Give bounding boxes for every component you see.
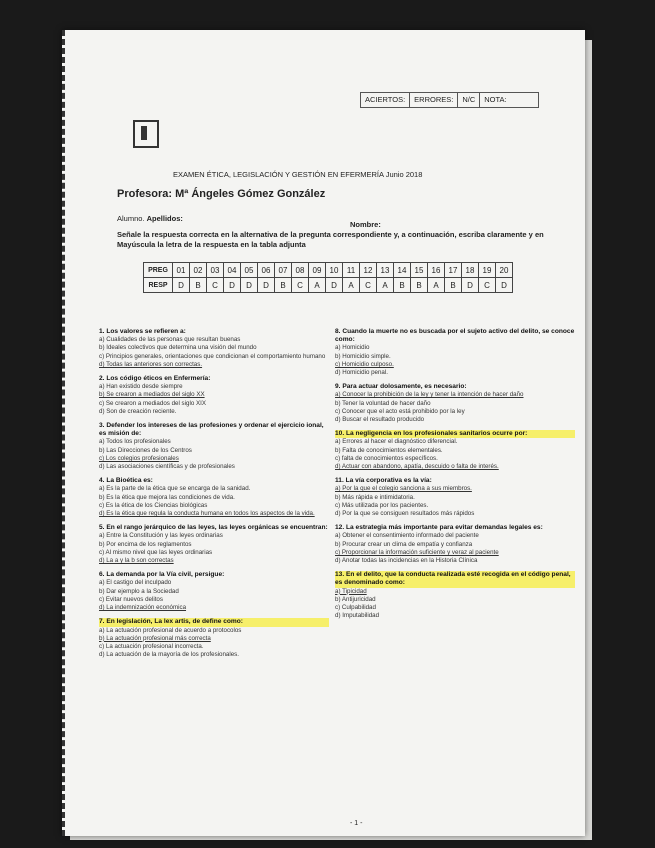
answer-option: c) Proporcionar la información suficiente y veraz al paciente [335,548,499,556]
question [335,571,575,620]
score-box [360,92,539,108]
answer-option: a) Es la parte de la ética que se encarga de la sanidad. [99,485,251,493]
preg-header: PREG [144,263,173,278]
resp-cell: C [479,278,496,293]
preg-cell: 11 [343,263,360,278]
answer-option: b) Procurar crear un clima de empatía y confianza [335,540,473,548]
answer-option: b) Más rápida e intimidatoria. [335,493,415,501]
answer-option: d) Buscar el resultado producido [335,416,425,424]
question-text: 13. En el delito, que la conducta realizada esté recogida en el código penal, es denominado como: [335,571,575,587]
question [335,430,575,471]
answer-option: a) Han existido desde siempre [99,383,183,391]
resp-cell: A [428,278,445,293]
preg-cell: 03 [207,263,224,278]
question-text: 9. Para actuar dolosamente, es necesario: [335,383,467,391]
answer-option: c) Principios generales, orientaciones que condicionan el comportamiento humano [99,352,326,360]
preg-cell: 09 [309,263,326,278]
student-label [117,214,183,223]
preg-cell: 04 [224,263,241,278]
resp-cell: D [258,278,275,293]
aciertos-cell: ACIERTOS: [361,93,410,107]
resp-header: RESP [144,278,173,293]
answer-option: c) Culpabilidad [335,604,376,612]
answer-option: c) Se crearon a mediados del siglo XIX [99,399,206,407]
resp-cell: D [496,278,513,293]
question-text: 12. La estrategia más importante para evitar demandas legales es: [335,524,543,532]
resp-cell: C [207,278,224,293]
resp-cell: A [377,278,394,293]
alumno-label: Alumno. [117,214,147,223]
answer-option: d) Las asociaciones científicas y de profesionales [99,463,235,471]
resp-cell: D [241,278,258,293]
resp-cell: D [326,278,343,293]
exam-title: EXAMEN ÉTICA, LEGISLACIÓN Y GESTIÓN EN EFERMERÍA Junio 2018 [173,170,423,179]
nombre-label: Nombre: [350,220,381,229]
exam-page [62,30,585,836]
resp-cell: B [411,278,428,293]
answer-option: b) Las Direcciones de los Centros [99,446,192,454]
preg-cell: 20 [496,263,513,278]
answer-option: c) Los colegios profesionales [99,454,179,462]
answer-option: a) Entre la Constitución y las leyes ordinarias [99,532,223,540]
question-text: 3. Defender los intereses de las profesiones y ordenar el ejercicio ional, es misión de: [99,422,324,438]
answer-option: b) Es la ética que mejora las condiciones de vida. [99,493,235,501]
preg-cell: 15 [411,263,428,278]
question-text: 6. La demanda por la Vía civil, persigue: [99,571,225,579]
preg-cell: 08 [292,263,309,278]
question-text: 1. Los valores se refieren a: [99,328,186,335]
resp-cell: C [360,278,377,293]
answer-option: d) Homicidio penal. [335,369,388,377]
instructions: Señale la respuesta correcta en la alternativa de la pregunta correspondiente y, a continuación, escriba claramente y en Mayúscula la letra de la respuesta en la tabla adjunta [117,230,544,249]
answer-option: d) La a y la b son correctas [99,557,174,565]
right-column [335,322,575,621]
question [99,375,329,416]
resp-cell: A [343,278,360,293]
left-column [99,322,329,659]
preg-cell: 02 [190,263,207,278]
answer-option: d) Anotar todas las incidencias en la Historia Clínica [335,557,478,565]
answer-option: b) Homicidio simple. [335,352,391,360]
question-text: 7. En legislación, La lex artis, de define como: [99,618,329,626]
answer-option: a) El castigo del inculpado [99,579,172,587]
answer-option: b) Antijuricidad [335,595,376,603]
answer-option: a) Conocer la prohibición de la ley y tener la intención de hacer daño [335,391,524,399]
answer-option: d) La actuación de la mayoría de los profesionales. [99,651,239,659]
answer-option: d) Actuar con abandono, apatía, descuido o falta de interés. [335,463,499,471]
answer-option: a) Homicidio [335,344,370,352]
preg-cell: 16 [428,263,445,278]
answer-option: d) Por la que se consiguen resultados más rápidos [335,510,475,518]
answer-option: d) Todas las anteriores son correctas. [99,360,203,368]
answer-option: a) Tipicidad [335,587,367,595]
question-text: 2. Los código éticos en Enfermería: [99,375,211,383]
resp-cell: D [462,278,479,293]
answer-option: d) Son de creación reciente. [99,407,177,415]
answer-option: b) Ideales colectivos que determina una visión del mundo [99,344,257,352]
preg-cell: 13 [377,263,394,278]
answer-option: a) Por la que el colegio sanciona a sus miembros. [335,485,472,493]
resp-cell: B [445,278,462,293]
answer-option: c) Evitar nuevos delitos [99,595,163,603]
question [99,477,329,518]
question [99,328,329,369]
answer-option: a) Todos los profesionales [99,438,171,446]
answer-option: a) Errores al hacer el diagnóstico diferencial. [335,438,458,446]
answer-option: d) La indemnización económica [99,604,187,612]
errores-cell: ERRORES: [410,93,458,107]
preg-cell: 12 [360,263,377,278]
professor-name: Profesora: Mª Ángeles Gómez González [117,188,326,200]
question-text: 4. La Bioética es: [99,477,153,485]
answer-option: a) Obtener el consentimiento informado del paciente [335,532,479,540]
preg-cell: 17 [445,263,462,278]
preg-cell: 19 [479,263,496,278]
answer-option: a) La actuación profesional de acuerdo a protocolos [99,626,242,634]
question [335,524,575,565]
answer-option: b) Falta de conocimientos elementales. [335,446,443,454]
resp-row [144,278,513,293]
preg-cell: 07 [275,263,292,278]
answer-option: c) Al mismo nivel que las leyes ordinarias [99,548,213,556]
preg-cell: 10 [326,263,343,278]
resp-cell: B [394,278,411,293]
university-logo [133,120,159,148]
question [335,328,575,377]
answer-option: d) Es la ética que regula la conducta humana en todos los aspectos de la vida. [99,510,315,518]
answer-option: b) Se crearon a mediados del siglo XX [99,391,205,399]
resp-cell: D [224,278,241,293]
answer-option: b) La actuación profesional más correcta [99,634,211,642]
answer-option: b) Dar ejemplo a la Sociedad [99,587,179,595]
answer-option: c) falta de conocimientos específicos. [335,454,438,462]
question [335,477,575,518]
answer-option: c) La actuación profesional incorrecta. [99,642,204,650]
question [99,571,329,612]
question [99,618,329,659]
preg-row [144,263,513,278]
nc-cell: N/C [458,93,480,107]
preg-cell: 18 [462,263,479,278]
apellidos-label: Apellidos: [146,214,183,223]
answer-option: d) Imputabilidad [335,612,380,620]
question-text: 8. Cuando la muerte no es buscada por el sujeto activo del delito, se conoce como: [335,328,575,344]
answer-option: a) Cualidades de las personas que resultan buenas [99,336,241,344]
question [99,422,329,471]
resp-cell: C [292,278,309,293]
page-number: - 1 - [350,820,363,827]
question-text: 10. La negligencia en los profesionales sanitarios ocurre por: [335,430,575,438]
resp-cell: D [173,278,190,293]
answer-table [143,262,513,293]
question-text: 5. En el rango jerárquico de las leyes, las leyes orgánicas se encuentran: [99,524,328,532]
answer-option: b) Por encima de los reglamentos [99,540,192,548]
question [99,524,329,565]
preg-cell: 05 [241,263,258,278]
preg-cell: 06 [258,263,275,278]
resp-cell: A [309,278,326,293]
answer-option: c) Conocer que el acto está prohibido por la ley [335,407,465,415]
resp-cell: B [275,278,292,293]
answer-option: c) Más utilizada por los pacientes. [335,501,429,509]
preg-cell: 01 [173,263,190,278]
preg-cell: 14 [394,263,411,278]
question-text: 11. La vía corporativa es la vía: [335,477,432,485]
answer-option: c) Homicidio culposo. [335,360,394,368]
resp-cell: B [190,278,207,293]
answer-option: b) Tener la voluntad de hacer daño [335,399,431,407]
answer-option: c) Es la ética de los Ciencias biológicas [99,501,208,509]
question [335,383,575,424]
nota-cell: NOTA: [484,95,507,104]
